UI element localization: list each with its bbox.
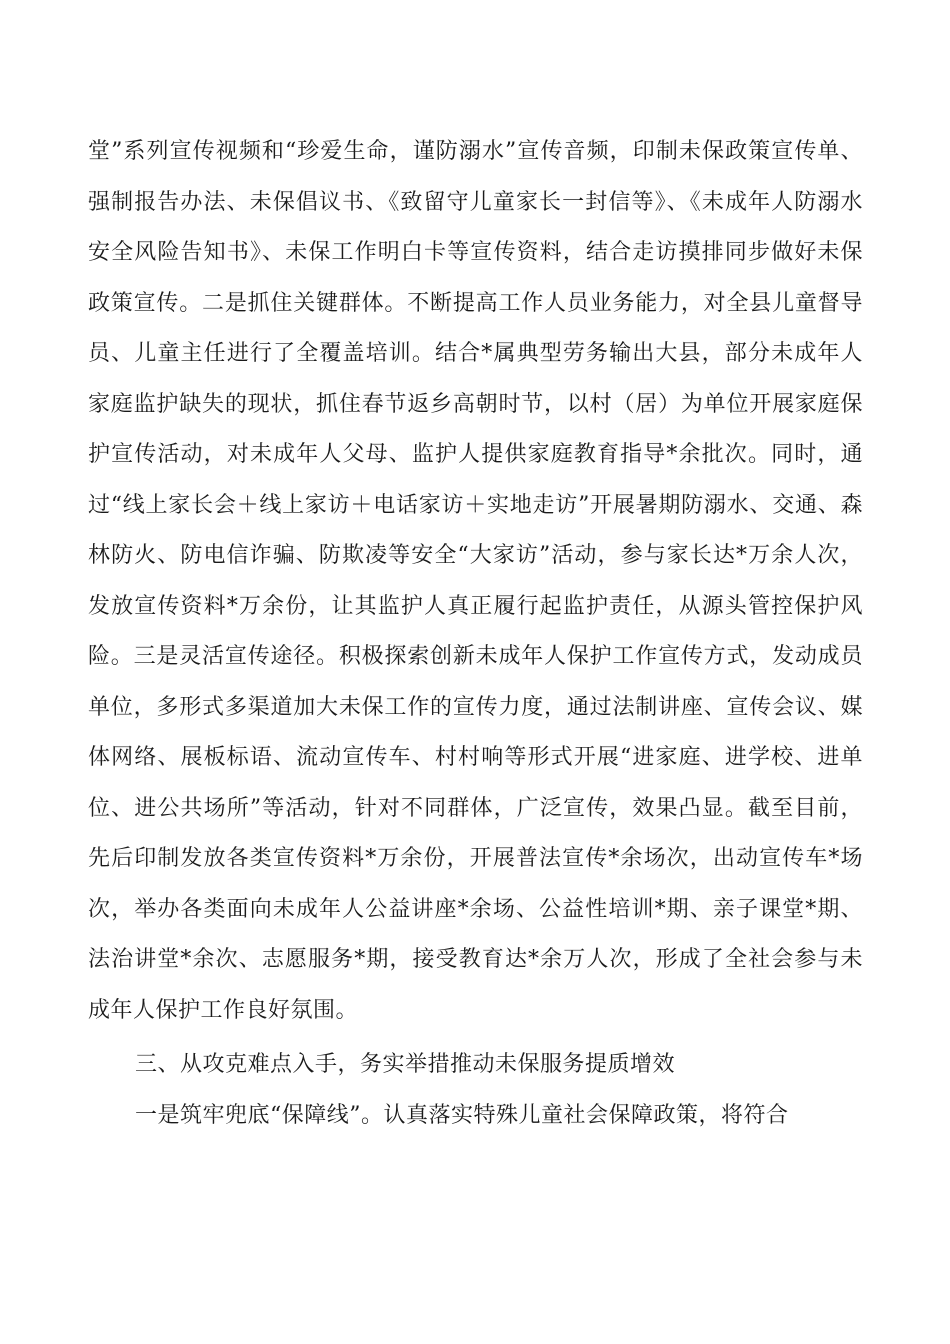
paragraph-continued: 堂”系列宣传视频和“珍爱生命，谨防溺水”宣传音频，印制未保政策宣传单、强制报告办法、未保倡议书、《致留守儿童家长一封信等》、《未成年人防溺水安全风险告知书》、未保工作明白卡等宣传资料，结合走访摸排同步做好未保政策宣传。二是抓住关键群体。不断提高工作人员业务能力，对全县儿童督导员、儿童主任进行了全覆盖培训。结合*属典型劳务输出大县，部分未成年人家庭监护缺失的现状，抓住春节返乡高朝时节，以村（居）为单位开展家庭保护宣传活动，对未成年人父母、监护人提供家庭教育指导*余批次。同时，通过“线上家长会＋线上家访＋电话家访＋实地走访”开展暑期防溺水、交通、森林防火、防电信诈骗、防欺凌等安全“大家访”活动，参与家长达*万余人次，发放宣传资料*万余份，让其监护人真正履行起监护责任，从源头管控保护风险。三是灵活宣传途径。积极探索创新未成年人保护工作宣传方式，发动成员单位，多形式多渠道加大未保工作的宣传力度，通过法制讲座、宣传会议、媒体网络、展板标语、流动宣传车、村村响等形式开展“进家庭、进学校、进单位、进公共场所”等活动，针对不同群体，广泛宣传，效果凸显。截至目前，先后印制发放各类宣传资料*万余份，开展普法宣传*余场次，出动宣传车*场次，举办各类面向未成年人公益讲座*余场、公益性培训*期、亲子课堂*期、法治讲堂*余次、志愿服务*期，接受教育达*余万人次，形成了全社会参与未成年人保护工作良好氛围。 [88,139,863,1023]
paragraph-start: 一是筑牢兜底“保障线”。认真落实特殊儿童社会保障政策，将符合 [135,1102,789,1128]
document-body [88,127,863,1141]
section-heading: 三、从攻克难点入手，务实举措推动未保服务提质增效 [135,1052,676,1077]
